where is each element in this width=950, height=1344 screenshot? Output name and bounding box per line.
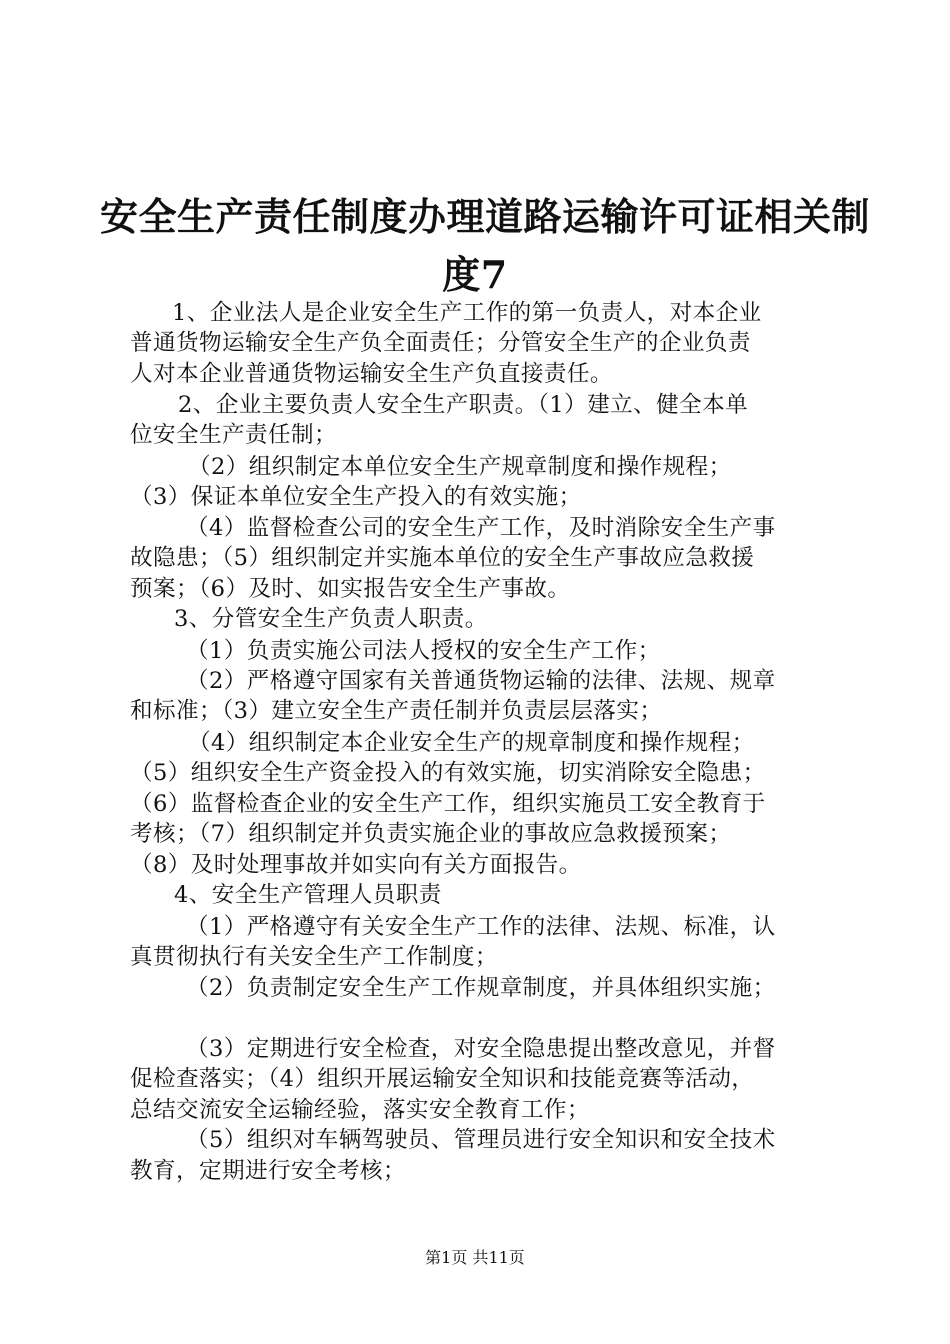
- body-line: 普通货物运输安全生产负全面责任；分管安全生产的企业负责: [130, 330, 751, 356]
- document-title-line-1: 安全生产责任制度办理道路运输许可证相关制: [100, 194, 871, 239]
- body-line: 人对本企业普通货物运输安全生产负直接责任。: [130, 361, 613, 387]
- body-line: （3）保证本单位安全生产投入的有效实施；: [130, 484, 582, 510]
- body-line: （2）严格遵守国家有关普通货物运输的法律、法规、规章: [186, 668, 776, 694]
- body-line: （1）严格遵守有关安全生产工作的法律、法规、标准，认: [186, 914, 776, 940]
- body-line: 考核；（7）组织制定并负责实施企业的事故应急救援预案；: [130, 821, 732, 847]
- body-line: 总结交流安全运输经验，落实安全教育工作；: [130, 1097, 590, 1123]
- body-line: 促检查落实；（4）组织开展运输安全知识和技能竞赛等活动，: [130, 1066, 755, 1092]
- body-line: （2）组织制定本单位安全生产规章制度和操作规程；: [188, 454, 732, 480]
- body-line: （1）负责实施公司法人授权的安全生产工作；: [186, 638, 661, 664]
- body-line: 3、分管安全生产负责人职责。: [174, 606, 488, 632]
- body-line: 1、企业法人是企业安全生产工作的第一负责人，对本企业: [172, 300, 762, 326]
- page-footer: 第1页 共11页: [425, 1248, 525, 1267]
- body-line: 位安全生产责任制；: [130, 422, 337, 448]
- body-line: 和标准；（3）建立安全生产责任制并负责层层落实；: [130, 698, 663, 724]
- body-line: （8）及时处理事故并如实向有关方面报告。: [130, 852, 582, 878]
- body-line: （5）组织对车辆驾驶员、管理员进行安全知识和安全技术: [186, 1127, 776, 1153]
- body-line: （5）组织安全生产资金投入的有效实施，切实消除安全隐患；: [130, 760, 766, 786]
- body-line: 2、企业主要负责人安全生产职责。（1）建立、健全本单: [178, 392, 749, 418]
- body-line: 故隐患；（5）组织制定并实施本单位的安全生产事故应急救援: [130, 545, 755, 571]
- body-line: 真贯彻执行有关安全生产工作制度；: [130, 944, 498, 970]
- document-title-line-2: 度7: [442, 252, 508, 297]
- body-line: 教育，定期进行安全考核；: [130, 1158, 406, 1184]
- body-line: （4）组织制定本企业安全生产的规章制度和操作规程；: [188, 730, 755, 756]
- body-line: （4）监督检查公司的安全生产工作，及时消除安全生产事: [186, 515, 776, 541]
- body-line: （6）监督检查企业的安全生产工作，组织实施员工安全教育于: [130, 791, 766, 817]
- body-line: 4、安全生产管理人员职责: [174, 882, 442, 908]
- body-line: （2）负责制定安全生产工作规章制度，并具体组织实施；: [186, 975, 776, 1001]
- body-line: （3）定期进行安全检查，对安全隐患提出整改意见，并督: [186, 1036, 776, 1062]
- body-line: 预案；（6）及时、如实报告安全生产事故。: [130, 576, 571, 602]
